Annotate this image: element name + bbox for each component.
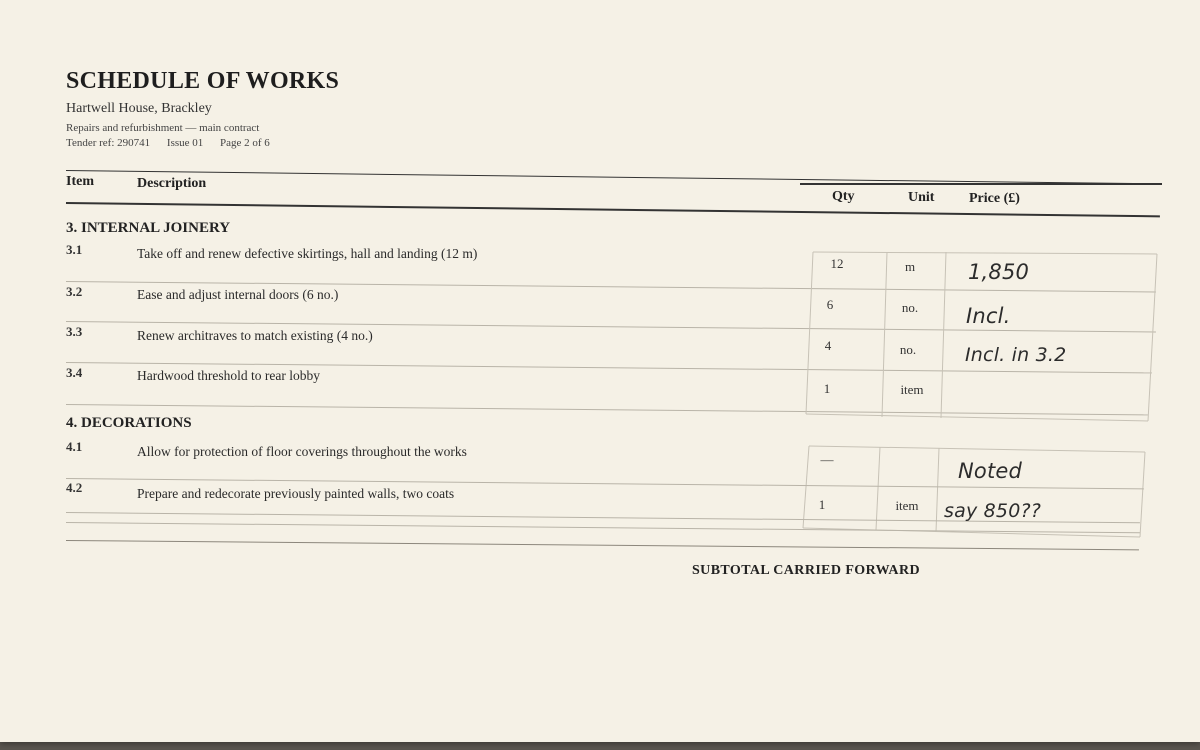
item-number: 3.4	[66, 365, 83, 380]
page-number: Page 2 of 6	[220, 137, 270, 149]
item-description: Prepare and redecorate previously painted walls, two coats	[137, 486, 455, 501]
section-heading: 4. DECORATIONS	[66, 415, 192, 431]
subtotal-label: SUBTOTAL CARRIED FORWARD	[692, 563, 920, 578]
price-handwritten: say 850??	[944, 500, 1042, 522]
qty-value: 1	[823, 381, 831, 396]
property-name: Hartwell House, Brackley	[66, 101, 212, 116]
section-heading: 3. INTERNAL JOINERY	[66, 220, 231, 236]
item-description: Allow for protection of floor coverings throughout the works	[137, 444, 467, 459]
price-handwritten: Noted	[958, 459, 1023, 483]
column-header-unit: Unit	[908, 190, 935, 205]
header-top-rule-heavy	[800, 183, 1162, 185]
qty-value: 1	[818, 497, 826, 512]
unit-value: m	[904, 259, 916, 274]
item-description: Ease and adjust internal doors (6 no.)	[137, 287, 339, 302]
item-number: 4.1	[66, 439, 83, 454]
column-header-qty: Qty	[832, 189, 855, 204]
price-handwritten: Incl.	[966, 304, 1011, 328]
item-number: 3.3	[66, 324, 83, 339]
issue-number: Issue 01	[166, 137, 204, 149]
item-number: 3.1	[66, 242, 83, 257]
table-bottom-rule	[66, 540, 1139, 550]
qty-value: 6	[826, 297, 834, 312]
price-handwritten: 1,850	[968, 260, 1030, 284]
item-number: 3.2	[66, 284, 83, 299]
item-number: 4.2	[66, 480, 83, 495]
tender-ref: Tender ref: 290741	[66, 137, 151, 149]
column-header-description: Description	[137, 176, 207, 191]
price-handwritten: Incl. in 3.2	[965, 344, 1067, 366]
item-description: Take off and renew defective skirtings, hall and landing (12 m)	[137, 246, 478, 261]
qty-value: 12	[830, 256, 844, 271]
contract-description: Repairs and refurbishment — main contract	[66, 122, 260, 134]
unit-value: no.	[899, 342, 917, 357]
unit-value: item	[900, 382, 924, 397]
item-description: Renew architraves to match existing (4 no.)	[137, 328, 373, 343]
unit-value: item	[895, 498, 919, 513]
reference-line	[66, 137, 284, 149]
column-header-price: Price (£)	[969, 191, 1020, 206]
column-header-item: Item	[66, 174, 94, 189]
item-description: Hardwood threshold to rear lobby	[137, 368, 320, 383]
unit-value: no.	[901, 300, 919, 315]
row-separator	[66, 522, 1140, 533]
qty-value: —	[820, 452, 834, 467]
qty-value: 4	[824, 338, 832, 353]
row-separator	[66, 404, 1148, 415]
document-title: SCHEDULE OF WORKS	[66, 68, 340, 94]
